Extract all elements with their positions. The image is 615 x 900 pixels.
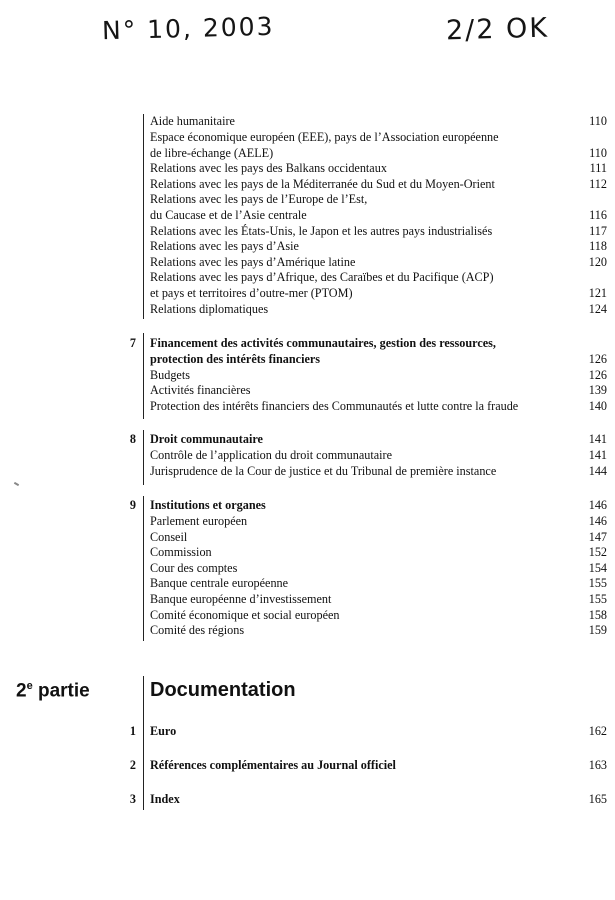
section-number: 1 [129,724,136,738]
page-number: 155 [588,576,607,590]
section-number: 9 [129,498,136,512]
toc-entry: de libre-échange (AELE) 110 [150,146,607,160]
page-number: 110 [589,146,607,160]
section-title: Index 165 [150,792,607,806]
page-number: 126 [588,352,607,366]
toc-entry: Parlement européen 146 [150,514,607,528]
toc-entry: Relations avec les pays de la Méditerranée du Sud et du Moyen-Orient 112 [150,177,607,191]
page-number: 155 [588,592,607,606]
toc-entry: Jurisprudence de la Cour de justice et du Tribunal de première instance 144 [150,464,607,478]
page-number: 163 [588,758,607,772]
toc-entry: Comité des régions 159 [150,623,607,637]
page-number: 112 [589,177,607,191]
toc-entry: Comité économique et social européen 158 [150,608,607,622]
page-number: 120 [588,255,607,269]
vertical-rule [143,496,144,641]
section-number: 8 [129,432,136,446]
toc-entry: Banque centrale européenne 155 [150,576,607,590]
page-number: 154 [588,561,607,575]
toc-entry: Commission 152 [150,545,607,559]
page-number: 141 [588,448,607,462]
page-number: 117 [589,224,607,238]
toc-entry: Contrôle de l’application du droit communautaire 141 [150,448,607,462]
part-title: Documentation [150,679,296,701]
handwritten-issue-number: N° 10, 2003 [101,11,275,46]
page-number: 158 [588,608,607,622]
toc-entry: Relations avec les pays d’Afrique, des Caraïbes et du Pacifique (ACP) [150,270,494,284]
page-number: 139 [588,383,607,397]
toc-entry: Conseil 147 [150,530,607,544]
toc-entry: Relations avec les pays de l’Europe de l’Est, [150,192,368,206]
page-number: 165 [588,792,607,806]
page-number: 126 [588,368,607,382]
section-title: protection des intérêts financiers 126 [150,352,607,366]
handwritten-ok-note: 2/2 OK [445,12,550,47]
section-title: Financement des activités communautaires, gestion des ressources, [150,336,496,350]
toc-entry: Protection des intérêts financiers des Communautés et lutte contre la fraude 140 [150,399,607,413]
section-title: Références complémentaires au Journal officiel 163 [150,758,607,772]
vertical-rule [143,333,144,419]
page-number: 162 [588,724,607,738]
page-number: 146 [588,498,607,512]
toc-entry: Relations diplomatiques 124 [150,302,607,316]
toc-entry: Cour des comptes 154 [150,561,607,575]
page-number: 146 [588,514,607,528]
page-number: 140 [588,399,607,413]
page-number: 118 [589,239,607,253]
toc-entry: Relations avec les pays d’Asie 118 [150,239,607,253]
page-number: 159 [588,623,607,637]
toc-entry: Relations avec les pays des Balkans occidentaux 111 [150,161,607,175]
toc-entry: et pays et territoires d’outre-mer (PTOM) 121 [150,286,607,300]
page-number: 116 [589,208,607,222]
toc-entry: Espace économique européen (EEE), pays de l’Association européenne [150,130,499,144]
page-number: 124 [588,302,607,316]
section-title: Euro 162 [150,724,607,738]
section-number: 2 [129,758,136,772]
section-number: 7 [129,336,136,350]
toc-entry: Budgets 126 [150,368,607,382]
part-label: 2e partie [16,680,90,702]
scan-mark [14,482,19,486]
toc-entry: Aide humanitaire 110 [150,114,607,128]
page-number: 147 [588,530,607,544]
toc-entry: du Caucase et de l’Asie centrale 116 [150,208,607,222]
toc-entry: Relations avec les États-Unis, le Japon et les autres pays industrialisés 117 [150,224,607,238]
vertical-rule [143,430,144,485]
page-number: 110 [589,114,607,128]
vertical-rule [143,114,144,319]
page-number: 121 [588,286,607,300]
page-number: 152 [588,545,607,559]
section-title: Institutions et organes 146 [150,498,607,512]
toc-entry: Activités financières 139 [150,383,607,397]
toc-entry: Banque européenne d’investissement 155 [150,592,607,606]
section-number: 3 [129,792,136,806]
toc-entry: Relations avec les pays d’Amérique latine 120 [150,255,607,269]
page-number: 144 [588,464,607,478]
page-number: 111 [589,161,607,175]
section-title: Droit communautaire 141 [150,432,607,446]
vertical-rule [143,676,144,810]
page-number: 141 [588,432,607,446]
